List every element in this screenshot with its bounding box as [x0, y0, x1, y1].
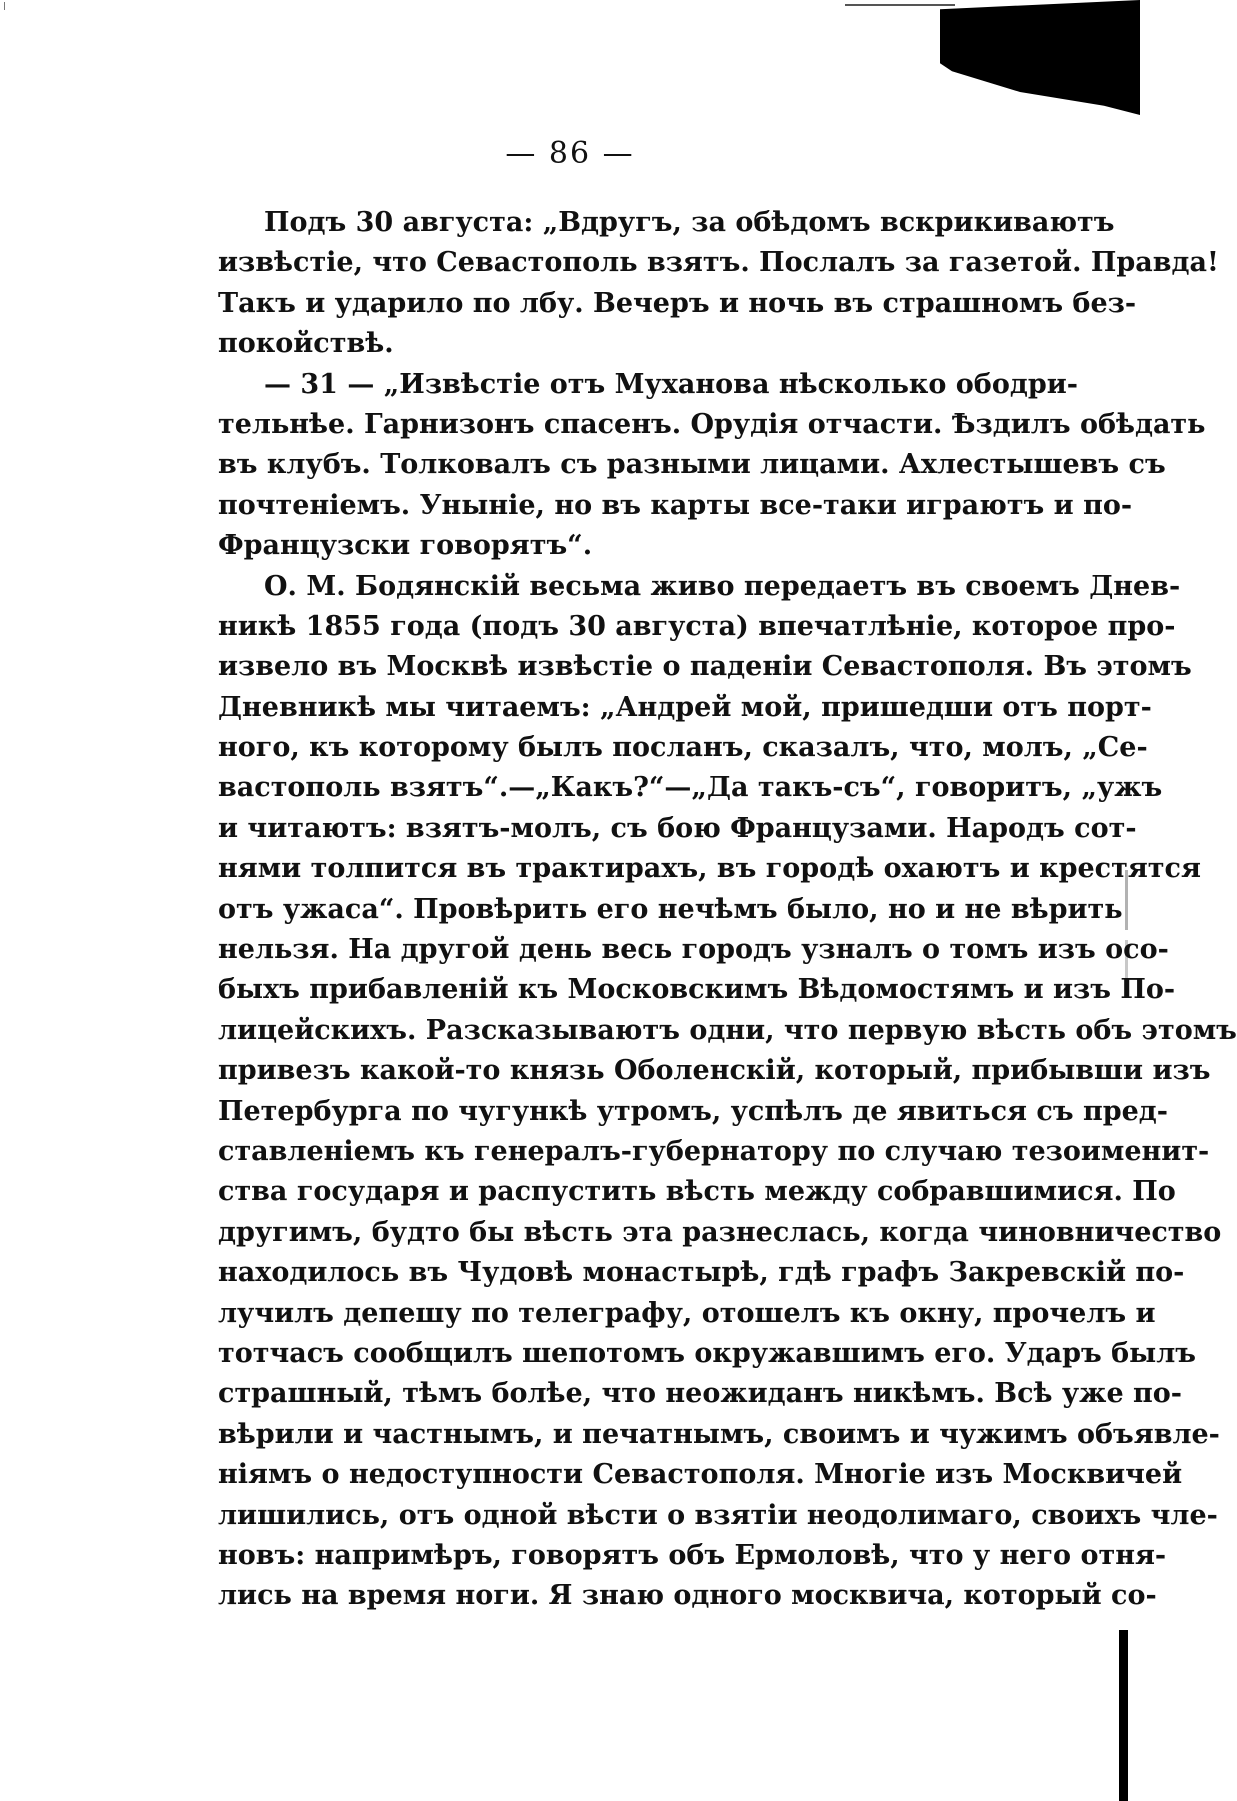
text-line: находилось въ Чудовѣ монастырѣ, гдѣ графъ Закревскій по-: [218, 1257, 1185, 1289]
text-line: ного, къ которому былъ посланъ, сказалъ, что, молъ, „Се-: [218, 732, 1148, 764]
text-line: ставленіемъ къ генералъ-губернатору по случаю тезоименит-: [218, 1135, 1210, 1167]
text-line: Петербурга по чугункѣ утромъ, успѣлъ де явиться съ пред-: [218, 1095, 1168, 1127]
text-line: тельнѣе. Гарнизонъ спасенъ. Орудія отчасти. Ѣздилъ обѣдать: [218, 408, 1206, 440]
text-line: лицейскихъ. Разсказываютъ одни, что первую вѣсть объ этомъ: [218, 1014, 1237, 1046]
text-line: вастополь взятъ“.—„Какъ?“—„Да такъ-съ“, говоритъ, „ужъ: [218, 772, 1163, 804]
text-line: лишились, отъ одной вѣсти о взятіи неодолимаго, своихъ чле-: [218, 1499, 1218, 1531]
text-line: страшный, тѣмъ болѣе, что неожиданъ никѣмъ. Всѣ уже по-: [218, 1378, 1182, 1410]
page-number: — 86 —: [505, 136, 635, 171]
text-line: Такъ и ударило по лбу. Вечеръ и ночь въ страшномъ без-: [218, 287, 1137, 319]
text-line: Дневникѣ мы читаемъ: „Андрей мой, пришедши отъ порт-: [218, 691, 1152, 723]
text-line: лучилъ депешу по телеграфу, отошелъ къ окну, прочелъ и: [218, 1297, 1156, 1329]
text-line: Французски говорятъ“.: [218, 530, 593, 562]
text-line: быхъ прибавленій къ Московскимъ Вѣдомостямъ и изъ По-: [218, 974, 1176, 1006]
scan-artifact: [1119, 1630, 1128, 1801]
text-line: ства государя и распустить вѣсть между собравшимися. По: [218, 1176, 1176, 1208]
text-line: ніямъ о недоступности Севастополя. Многіе изъ Москвичей: [218, 1459, 1183, 1491]
text-line: привезъ какой-то князь Оболенскій, который, прибывши изъ: [218, 1055, 1211, 1087]
text-line: Подъ 30 августа: „Вдругъ, за обѣдомъ вскрикиваютъ: [264, 207, 1115, 238]
text-line: въ клубъ. Толковалъ съ разными лицами. Ахлестышевъ съ: [218, 449, 1166, 481]
text-line: тотчасъ сообщилъ шепотомъ окружавшимъ его. Ударъ былъ: [218, 1337, 1196, 1369]
text-line: нями толпится въ трактирахъ, въ городѣ охаютъ и крестятся: [218, 853, 1201, 885]
text-line: лись на время ноги. Я знаю одного москвича, который со-: [218, 1580, 1157, 1612]
text-line: почтеніемъ. Уныніе, но въ карты все-таки играютъ и по-: [218, 489, 1133, 521]
scan-artifact: [4, 2, 5, 10]
text-line: О. М. Бодянскій весьма живо передаетъ въ своемъ Днев-: [264, 570, 1181, 602]
text-line: — 31 — „Извѣстіе отъ Муханова нѣсколько ободри-: [264, 368, 1078, 400]
text-line: извѣстіе, что Севастополь взятъ. Послалъ за газетой. Правда!: [218, 247, 1219, 279]
text-line: другимъ, будто бы вѣсть эта разнеслась, когда чиновничество: [218, 1216, 1222, 1248]
text-line: никѣ 1855 года (подъ 30 августа) впечатлѣніе, которое про-: [218, 610, 1176, 642]
text-line: и читаютъ: взятъ-молъ, съ бою Французами. Народъ сот-: [218, 812, 1137, 844]
scan-artifact: [845, 4, 955, 6]
body-text: [218, 203, 1237, 1617]
text-line: новъ: напримѣръ, говорятъ объ Ермоловѣ, что у него отня-: [218, 1539, 1167, 1571]
text-line: покойствѣ.: [218, 328, 394, 360]
text-line: отъ ужаса“. Провѣрить его нечѣмъ было, но и не вѣрить: [218, 893, 1123, 925]
text-line: извело въ Москвѣ извѣстіе о паденіи Севастополя. Въ этомъ: [218, 651, 1192, 683]
text-line: вѣрили и частнымъ, и печатнымъ, своимъ и чужимъ объявле-: [218, 1418, 1220, 1450]
text-line: нельзя. На другой день весь городъ узналъ о томъ изъ осо-: [218, 934, 1169, 966]
scan-artifact: [940, 0, 1140, 115]
